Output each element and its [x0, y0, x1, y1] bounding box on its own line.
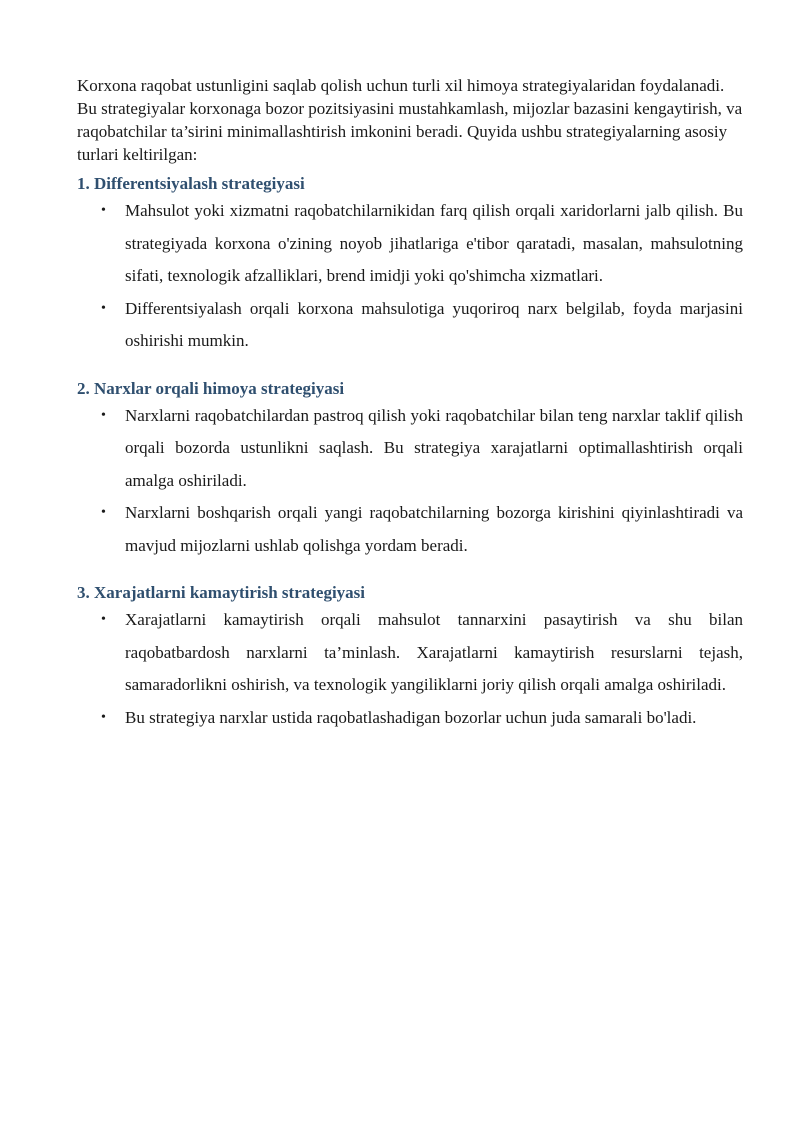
section-heading-differentiation: 1. Differentsiyalash strategiyasi [77, 174, 305, 193]
section-heading-pricing: 2. Narxlar orqali himoya strategiyasi [77, 378, 345, 398]
list-item [77, 195, 743, 293]
differentiation-bullet-list [77, 195, 743, 358]
cost-reduction-bullet-list [77, 604, 743, 734]
list-item-text: Narxlarni raqobatchilardan pastroq qilish yoki raqobatchilar bilan teng narxlar taklif qilish orqali bozorda ustunlikni saqlash. Bu strategiya xarajatlarni optimallashtirish orqali amalga oshiriladi. [125, 405, 743, 490]
bullet-icon: • [101, 300, 106, 316]
list-item [77, 400, 743, 498]
bullet-icon: • [101, 505, 106, 520]
list-item [77, 497, 743, 562]
bullet-icon: • [101, 612, 106, 627]
bullet-icon: • [101, 203, 106, 218]
bullet-icon: • [101, 709, 106, 725]
list-item-text: Xarajatlarni kamaytirish orqali mahsulot tannarxini pasaytirish va shu bilan raqobatbardosh narxlarni ta’minlash. Xarajatlarni kamaytirish resurslarni tejash, samaradorlikni oshirish, va texnologik yangiliklarni joriy qilish orqali amalga oshiriladi. [125, 610, 743, 694]
list-item [77, 702, 743, 735]
list-item-text: Differentsiyalash orqali korxona mahsulotiga yuqoriroq narx belgilab, foyda marjasini oshirishi mumkin. [125, 298, 743, 350]
list-item [77, 293, 743, 358]
section-heading-cost-reduction: 3. Xarajatlarni kamaytirish strategiyasi [77, 583, 366, 602]
document-page [77, 74, 743, 734]
list-item-text: Narxlarni boshqarish orqali yangi raqobatchilarning bozorga kirishini qiyinlashtiradi va mavjud mijozlarni ushlab qolishga yordam beradi. [125, 503, 743, 555]
pricing-bullet-list [77, 400, 743, 563]
list-item-text: Mahsulot yoki xizmatni raqobatchilarnikidan farq qilish orqali xaridorlarni jalb qilish. Bu strategiyada korxona o'zining noyob jihatlariga e'tibor qaratadi, masalan, mahsulotning sifati, texnologik afzalliklari, brend imidji yoki qo'shimcha xizmatlari. [125, 201, 743, 285]
list-item-text: Bu strategiya narxlar ustida raqobatlashadigan bozorlar uchun juda samarali bo'ladi. [125, 707, 697, 727]
bullet-icon: • [101, 407, 106, 423]
list-item [77, 604, 743, 702]
intro-paragraph: Korxona raqobat ustunligini saqlab qolish uchun turli xil himoya strategiyalaridan foydalanadi. Bu strategiyalar korxonaga bozor pozitsiyasini mustahkamlash, mijozlar bazasini kengaytirish, va raqobatchilar ta’sirini minimallashtirish imkonini beradi. Quyida ushbu strategiyalarning asosiy turlari keltirilgan: [77, 76, 743, 164]
